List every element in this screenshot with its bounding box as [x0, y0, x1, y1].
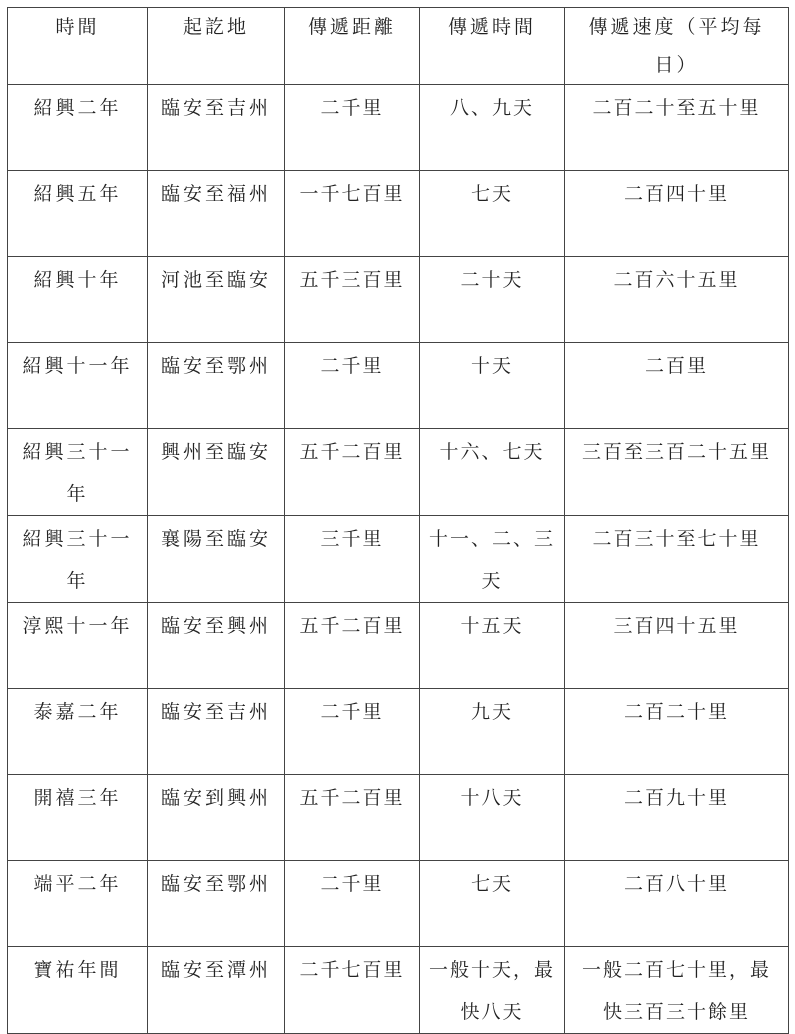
header-route: 起訖地	[148, 8, 285, 85]
cell-distance: 三千里	[285, 516, 420, 603]
cell-route: 臨安至潭州	[148, 947, 285, 1034]
cell-speed: 一般二百七十里，最快三百三十餘里	[565, 947, 789, 1034]
cell-speed: 二百八十里	[565, 861, 789, 947]
cell-route: 興州至臨安	[148, 429, 285, 516]
cell-route: 臨安至福州	[148, 171, 285, 257]
cell-duration: 十天	[420, 343, 565, 429]
cell-time: 泰嘉二年	[8, 689, 148, 775]
cell-speed: 二百二十里	[565, 689, 789, 775]
table-row	[8, 257, 789, 343]
cell-speed: 二百三十至七十里	[565, 516, 789, 603]
cell-speed: 二百六十五里	[565, 257, 789, 343]
cell-route: 臨安至鄂州	[148, 343, 285, 429]
cell-time: 紹興十一年	[8, 343, 148, 429]
cell-distance: 二千里	[285, 85, 420, 171]
cell-time: 寶祐年間	[8, 947, 148, 1034]
header-time: 時間	[8, 8, 148, 85]
cell-time: 紹興五年	[8, 171, 148, 257]
cell-route: 臨安至吉州	[148, 689, 285, 775]
cell-time: 紹興三十一年	[8, 516, 148, 603]
header-row	[8, 8, 789, 85]
cell-speed: 二百九十里	[565, 775, 789, 861]
cell-distance: 五千三百里	[285, 257, 420, 343]
table-row	[8, 429, 789, 516]
cell-speed: 二百二十至五十里	[565, 85, 789, 171]
table-row	[8, 343, 789, 429]
cell-route: 襄陽至臨安	[148, 516, 285, 603]
cell-distance: 二千里	[285, 861, 420, 947]
table-row	[8, 775, 789, 861]
table-row	[8, 603, 789, 689]
table-row	[8, 516, 789, 603]
cell-time: 紹興十年	[8, 257, 148, 343]
cell-distance: 五千二百里	[285, 603, 420, 689]
table-row	[8, 861, 789, 947]
cell-duration: 十一、二、三天	[420, 516, 565, 603]
cell-route: 河池至臨安	[148, 257, 285, 343]
cell-speed: 二百里	[565, 343, 789, 429]
table-row	[8, 689, 789, 775]
cell-distance: 五千二百里	[285, 775, 420, 861]
cell-duration: 九天	[420, 689, 565, 775]
table-row	[8, 85, 789, 171]
cell-duration: 二十天	[420, 257, 565, 343]
cell-time: 紹興二年	[8, 85, 148, 171]
cell-duration: 十五天	[420, 603, 565, 689]
cell-distance: 五千二百里	[285, 429, 420, 516]
cell-route: 臨安至鄂州	[148, 861, 285, 947]
cell-speed: 三百四十五里	[565, 603, 789, 689]
cell-duration: 一般十天，最快八天	[420, 947, 565, 1034]
cell-distance: 二千里	[285, 343, 420, 429]
cell-distance: 二千里	[285, 689, 420, 775]
cell-duration: 八、九天	[420, 85, 565, 171]
cell-duration: 十八天	[420, 775, 565, 861]
cell-duration: 十六、七天	[420, 429, 565, 516]
cell-duration: 七天	[420, 171, 565, 257]
cell-route: 臨安至興州	[148, 603, 285, 689]
courier-speed-table	[7, 7, 789, 1034]
cell-time: 開禧三年	[8, 775, 148, 861]
cell-route: 臨安到興州	[148, 775, 285, 861]
cell-speed: 二百四十里	[565, 171, 789, 257]
cell-duration: 七天	[420, 861, 565, 947]
cell-distance: 一千七百里	[285, 171, 420, 257]
header-duration: 傳遞時間	[420, 8, 565, 85]
cell-time: 紹興三十一年	[8, 429, 148, 516]
header-speed: 傳遞速度（平均每日）	[565, 8, 789, 85]
cell-time: 淳熙十一年	[8, 603, 148, 689]
cell-distance: 二千七百里	[285, 947, 420, 1034]
table-row	[8, 947, 789, 1034]
table-row	[8, 171, 789, 257]
cell-time: 端平二年	[8, 861, 148, 947]
cell-route: 臨安至吉州	[148, 85, 285, 171]
header-distance: 傳遞距離	[285, 8, 420, 85]
cell-speed: 三百至三百二十五里	[565, 429, 789, 516]
